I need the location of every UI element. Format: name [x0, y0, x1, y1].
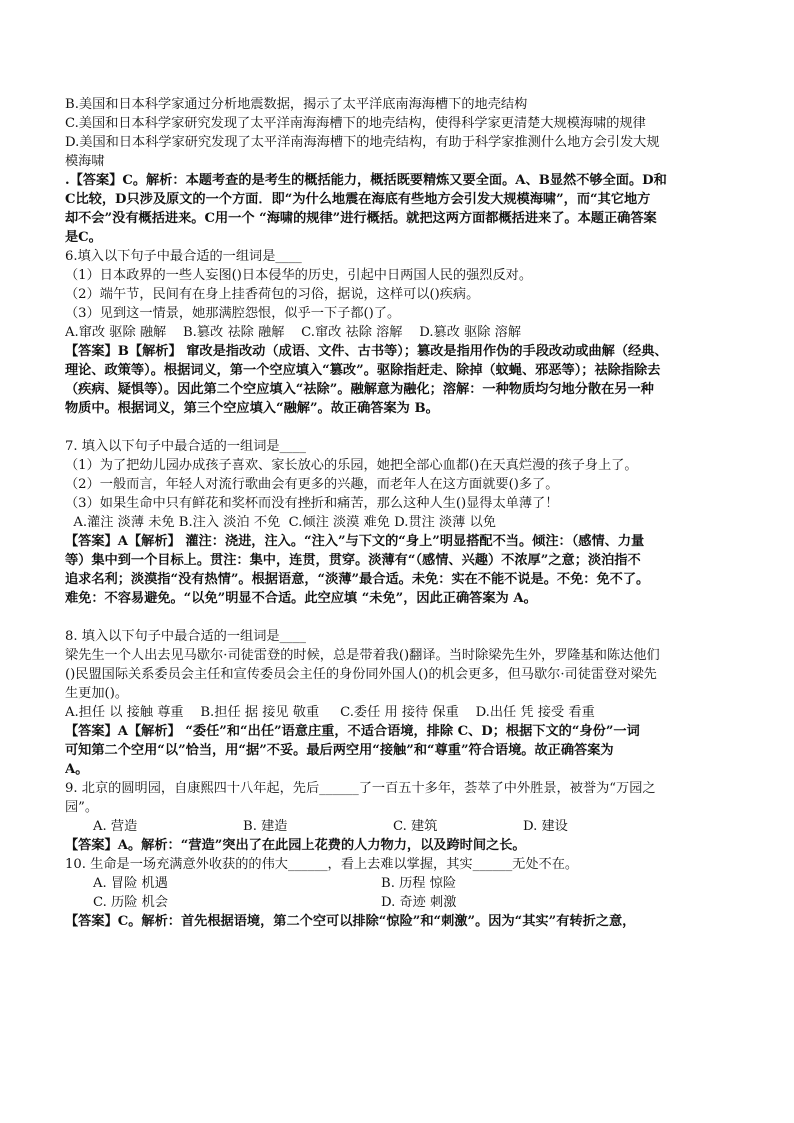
- answer-line: 是C。: [65, 230, 102, 245]
- option-line: B.美国和日本科学家通过分析地震数据，揭示了太平洋底南海海槽下的地壳结构: [65, 97, 528, 112]
- question-title: 9. 北京的圆明园，自康熙四十八年起，先后______了一百五十多年，荟萃了中外胜景，被誉为“万园之: [65, 781, 656, 796]
- question-sentence: （3）如果生命中只有鲜花和奖杯而没有挫折和痛苦，那么这种人生()显得太单薄了！: [65, 496, 559, 511]
- question-title: 园”。: [65, 800, 99, 815]
- answer-line: 【答案】B【解析】 窜改是指改动（成语、文件、古书等）；篡改是指用作伪的手段改动或曲解（经典、: [65, 344, 668, 359]
- question-sentence: （2）端午节，民间有在身上挂香荷包的习俗，据说，这样可以()疾病。: [65, 287, 480, 302]
- answer-line: 可知第二个空用“以”恰当，用“据”不妥。最后两空用“接触”和“尊重”符合语境。故正确答案为: [65, 743, 614, 758]
- answer-line: 难免：不容易避免。“以免”明显不合适。此空应填 “未免”，因此正确答案为 A。: [65, 591, 537, 606]
- answer-line: （疾病、疑惧等）。因此第二个空应填入“祛除”。融解意为融化；溶解：一种物质均匀地分散在另一种: [65, 382, 654, 397]
- answer-line: 却不会”没有概括进来。C用一个 “海啸的规律”进行概括。就把这两方面都概括进来了。本题正确答案: [65, 211, 657, 226]
- question-options: A.灌注 淡薄 未免 B.注入 淡泊 不免 C.倾注 淡漠 难免 D.贯注 淡薄 以免: [65, 515, 496, 530]
- answer-line: 【答案】A。解析：“营造”突出了在此园上花费的人力物力，以及跨时间之长。: [65, 838, 526, 853]
- answer-line: .【答案】C。解析：本题考查的是考生的概括能力，概括既要精炼又要全面。A、B显然不够全面。D和: [65, 173, 667, 188]
- option-d: D. 建设: [523, 819, 568, 834]
- question-options: [65, 817, 733, 836]
- answer-line: 【答案】A【解析】 “委任”和“出任”语意庄重，不适合语境，排除 C、D；根据下文的“身份”一词: [65, 724, 640, 739]
- question-sentence: 梁先生一个人出去见马歇尔·司徒雷登的时候，总是带着我()翻译。当时除梁先生外，罗隆基和陈达他们: [65, 648, 660, 663]
- answer-line: 【答案】A【解析】 灌注：浇进，注入。“注入”与下文的“身上”明显搭配不当。倾注：（感情、力量: [65, 534, 645, 549]
- answer-line: 物质中。根据词义，第三个空应填入“融解”。故正确答案为 B。: [65, 401, 439, 416]
- question-title: 10. 生命是一场充满意外收获的的伟大______，看上去难以掌握，其实______无处不在。: [65, 857, 579, 872]
- document-page: [65, 95, 733, 931]
- question-title: 7. 填入以下句子中最合适的一组词是____: [65, 439, 306, 454]
- option-line: C.美国和日本科学家研究发现了太平洋南海海槽下的地壳结构，使得科学家更清楚大规模海啸的规律: [65, 116, 646, 131]
- answer-line: 追求名利；淡漠指“没有热情”。根据语意，“淡薄”最合适。未免：实在不能不说是。不免：免不了。: [65, 572, 650, 587]
- question-sentence: （2）一般而言，年轻人对流行歌曲会有更多的兴趣，而老年人在这方面就要()多了。: [65, 477, 559, 492]
- question-options: A.担任 以 接触 尊重 B.担任 据 接见 敬重 C.委任 用 接待 保重 D.出任 凭 接受 看重: [65, 705, 595, 720]
- option-a: A. 冒险 机遇: [93, 876, 168, 891]
- question-options: [65, 874, 733, 893]
- option-d: D. 奇迹 刺激: [381, 895, 457, 910]
- spacer: [65, 418, 733, 437]
- option-c: C. 历险 机会: [93, 895, 168, 910]
- answer-line: 等）集中到一个目标上。贯注：集中，连贯，贯穿。淡薄有“（感情、兴趣）不浓厚”之意；淡泊指不: [65, 553, 641, 568]
- question-sentence: （1）日本政界的一些人妄图()日本侵华的历史，引起中日两国人民的强烈反对。: [65, 268, 533, 283]
- question-sentence: 生更加()。: [65, 686, 129, 701]
- question-sentence: （1）为了把幼儿园办成孩子喜欢、家长放心的乐园，她把全部心血都()在天真烂漫的孩子身上了。: [65, 458, 638, 473]
- option-b: B. 历程 惊险: [381, 876, 457, 891]
- question-title: 6.填入以下句子中最合适的一组词是____: [65, 249, 302, 264]
- question-sentence: （3）见到这一情景，她那满腔怨恨，似乎一下子都()了。: [65, 306, 401, 321]
- question-options: A.窜改 驱除 融解 B.篡改 祛除 融解 C.窜改 祛除 溶解 D.篡改 驱除 溶解: [65, 325, 522, 340]
- answer-line: 【答案】C。解析：首先根据语境，第二个空可以排除“惊险”和“刺激”。因为“其实”有转折之意，: [65, 914, 636, 929]
- question-sentence: ()民盟国际关系委员会主任和宣传委员会主任的身份同外国人()的机会更多，但马歇尔·司徒雷登对梁先: [65, 667, 657, 682]
- answer-line: C比较，D只涉及原文的一个方面．即“为什么地震在海底有些地方会引发大规模海啸”，而“其它地方: [65, 192, 651, 207]
- answer-line: A。: [65, 762, 89, 777]
- answer-line: 理论、政策等）。根据词义，第一个空应填入“篡改”。驱除指赶走、除掉（蚊蝇、邪恶等）；祛除指除去: [65, 363, 661, 378]
- option-b: B. 建造: [243, 819, 288, 834]
- question-options: [65, 893, 733, 912]
- spacer: [65, 608, 733, 627]
- option-line: D.美国和日本科学家研究发现了太平洋南海海槽下的地壳结构，有助于科学家推测什么地方会引发大规: [65, 135, 660, 150]
- option-line: 模海啸: [65, 154, 105, 169]
- question-title: 8. 填入以下句子中最合适的一组词是____: [65, 629, 306, 644]
- option-c: C. 建筑: [393, 819, 438, 834]
- option-a: A. 营造: [93, 819, 138, 834]
